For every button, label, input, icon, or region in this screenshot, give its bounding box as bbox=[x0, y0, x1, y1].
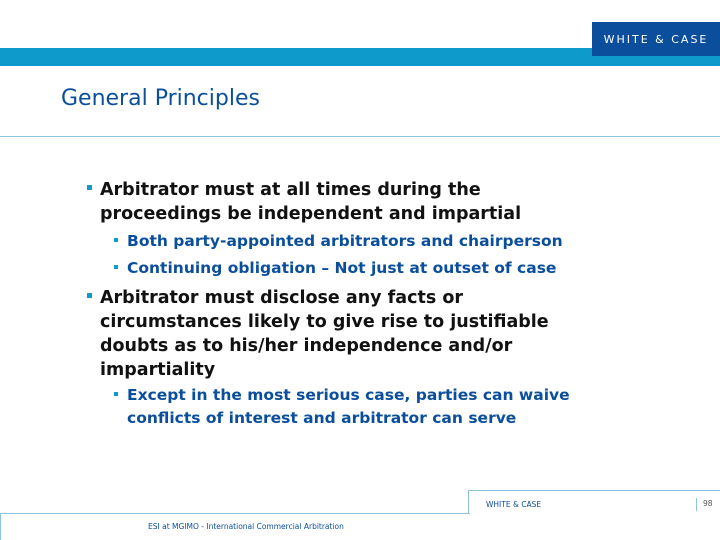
bullet-line: Arbitrator must disclose any facts or bbox=[100, 288, 463, 308]
logo-text: WHITE & CASE bbox=[603, 32, 709, 46]
bullet-level2 bbox=[127, 384, 687, 430]
bullet-line: proceedings be independent and impartial bbox=[100, 204, 522, 224]
bullet-marker bbox=[87, 185, 92, 190]
bullet-marker bbox=[87, 293, 92, 298]
footer-brand: WHITE & CASE bbox=[486, 500, 542, 509]
bullet-level2 bbox=[127, 230, 687, 253]
bullet-line: Except in the most serious case, parties can waive bbox=[127, 386, 570, 404]
bullet-line: conflicts of interest and arbitrator can serve bbox=[127, 409, 517, 427]
sub-bullet-marker bbox=[114, 265, 118, 269]
bullet-line: circumstances likely to give rise to justifiable bbox=[100, 312, 549, 332]
slide-title: General Principles bbox=[61, 86, 260, 111]
footer-rule bbox=[468, 490, 720, 491]
footer-divider bbox=[468, 490, 469, 514]
sub-bullet-marker bbox=[114, 238, 118, 242]
footer-course-title: ESI at MGIMO - International Commercial Arbitration bbox=[148, 522, 344, 531]
sub-bullet-marker bbox=[114, 392, 118, 396]
footer-separator bbox=[696, 498, 697, 511]
bullet-line: doubts as to his/her independence and/or bbox=[100, 336, 513, 356]
bullet-line: impartiality bbox=[100, 360, 216, 380]
footer-rule-left bbox=[0, 513, 470, 514]
bullet-level2 bbox=[127, 257, 687, 280]
bullet-level1 bbox=[100, 178, 660, 226]
bullet-line: Arbitrator must at all times during the bbox=[100, 180, 481, 200]
bullet-line: Continuing obligation – Not just at outset of case bbox=[127, 259, 557, 277]
footer-divider-left bbox=[0, 513, 1, 540]
white-case-logo bbox=[592, 22, 720, 56]
page-number: 98 bbox=[703, 499, 713, 508]
bullet-line: Both party-appointed arbitrators and chairperson bbox=[127, 232, 563, 250]
title-divider bbox=[0, 136, 720, 137]
bullet-level1 bbox=[100, 286, 660, 382]
